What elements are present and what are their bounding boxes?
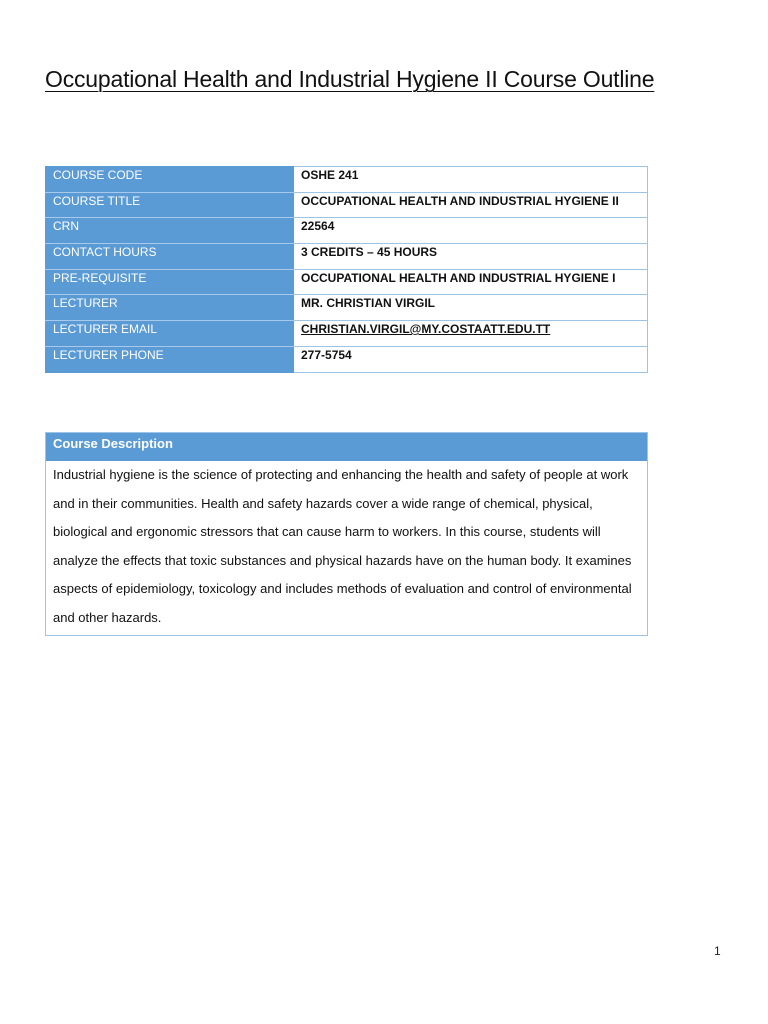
table-row (46, 167, 648, 193)
course-title-label: COURSE TITLE (46, 192, 294, 218)
lecturer-value: MR. CHRISTIAN VIRGIL (294, 295, 648, 321)
lecturer-email-label: LECTURER EMAIL (46, 321, 294, 347)
lecturer-phone-value: 277-5754 (294, 346, 648, 372)
document-title: Occupational Health and Industrial Hygiene II Course Outline (45, 66, 655, 92)
course-description-text: Industrial hygiene is the science of protecting and enhancing the health and safety of people at work and in their communities. Health and safety hazards cover a wide range of chemical, physical, biological and ergonomic stressors that can cause harm to workers. In this course, students will analyze the effects that toxic substances and physical hazards have on the human body. It examines aspects of epidemiology, toxicology and includes methods of evaluation and control of environmental and other hazards. (53, 467, 632, 625)
course-title-value: OCCUPATIONAL HEALTH AND INDUSTRIAL HYGIENE II (294, 192, 648, 218)
table-row (46, 192, 648, 218)
contact-hours-value: 3 CREDITS – 45 HOURS (294, 244, 648, 270)
table-row (46, 218, 648, 244)
crn-value: 22564 (294, 218, 648, 244)
page-number: 1 (714, 944, 721, 958)
lecturer-phone-label: LECTURER PHONE (46, 346, 294, 372)
course-code-value: OSHE 241 (294, 167, 648, 193)
lecturer-label: LECTURER (46, 295, 294, 321)
course-code-label: COURSE CODE (46, 167, 294, 193)
table-row (46, 244, 648, 270)
table-row (46, 295, 648, 321)
course-info-table (45, 166, 648, 373)
course-description-heading: Course Description (46, 433, 647, 461)
crn-label: CRN (46, 218, 294, 244)
prerequisite-value: OCCUPATIONAL HEALTH AND INDUSTRIAL HYGIENE I (294, 269, 648, 295)
prerequisite-label: PRE-REQUISITE (46, 269, 294, 295)
table-row (46, 321, 648, 347)
contact-hours-label: CONTACT HOURS (46, 244, 294, 270)
table-row (46, 269, 648, 295)
course-description-box (45, 432, 648, 636)
table-row (46, 346, 648, 372)
lecturer-email-link[interactable]: CHRISTIAN.VIRGIL@MY.COSTAATT.EDU.TT (294, 321, 648, 347)
